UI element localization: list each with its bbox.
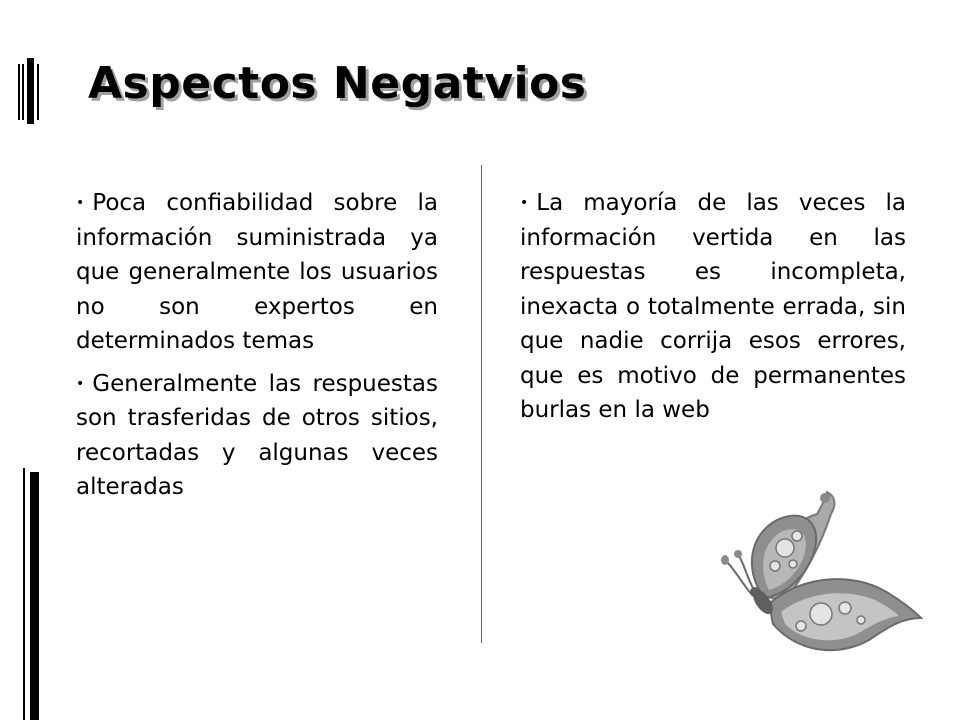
bullet-icon: • xyxy=(520,195,529,211)
decorative-bar xyxy=(37,64,39,120)
list-item-text: Generalmente las respuestas son trasferidas de otros sitios, recortadas y algunas veces alteradas xyxy=(76,370,438,500)
column-divider xyxy=(481,165,482,643)
list-item xyxy=(76,367,438,505)
list-item xyxy=(520,186,906,428)
bullet-icon: • xyxy=(76,375,85,392)
right-column xyxy=(520,186,906,436)
list-item xyxy=(76,186,438,359)
decorative-bar xyxy=(30,472,39,720)
bullet-icon: • xyxy=(76,195,85,211)
list-item-text: Poca confiabilidad sobre la información suministrada ya que generalmente los usuarios no son expertos en determinados temas xyxy=(76,190,438,354)
butterfly-icon xyxy=(705,478,927,668)
decorative-bar xyxy=(27,58,34,124)
decorative-bar xyxy=(18,64,20,120)
decorative-bar xyxy=(22,64,24,120)
list-item-text: La mayoría de las veces la información vertida en las respuestas es incompleta, inexacta o totalmente errada, sin que nadie corrija esos errores, que es motivo de permanentes burlas en la web xyxy=(520,190,906,423)
page-title: Aspectos Negatvios xyxy=(88,58,587,109)
left-column xyxy=(76,186,438,513)
decorative-bar xyxy=(23,468,25,720)
